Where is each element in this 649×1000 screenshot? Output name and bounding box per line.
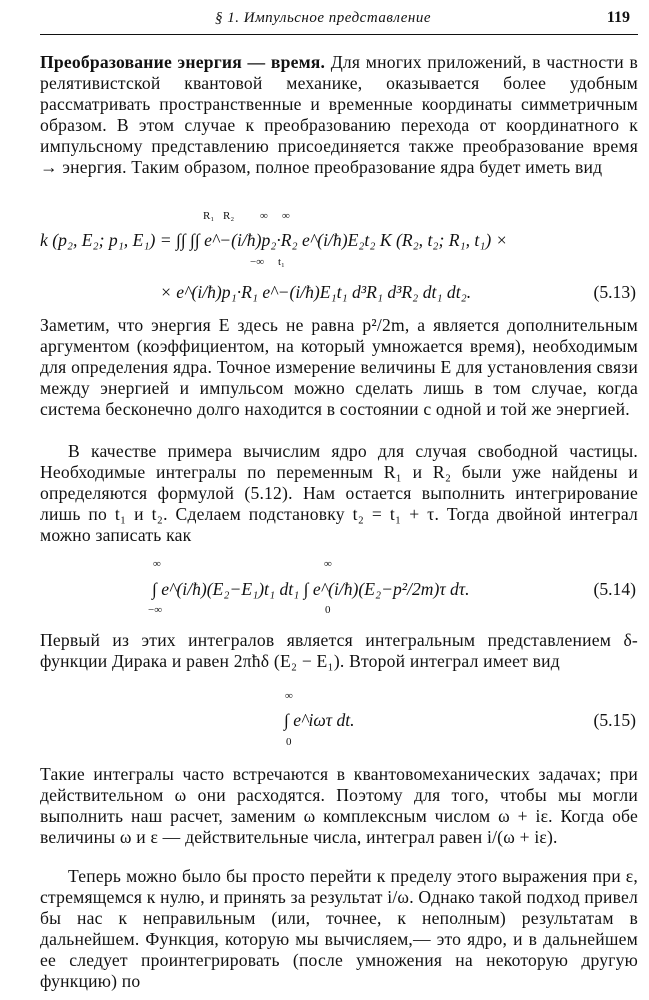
equation-5-13-text: k (p₂, E₂; p₁, E₁) = ∫∫ ∫∫ e^−(i/ħ)p₂·R₂ e^(i/ħ)E₂t₂ K (R₂, t₂; R₁, t₁) × <box>40 230 508 250</box>
equation-5-14 <box>40 558 638 622</box>
limit-r2: R₂ <box>223 210 235 222</box>
limit-minus-inf: −∞ <box>250 256 265 268</box>
paragraph-1-text: Для многих приложений, в частности в релятивистской квантовой механике, оказывается более удобным рассматривать пространственные и временные координаты симметричным образом. В этом случае к преобразованию перехода от координатного к импульсному представлению присоединяется также преобразование время → энергия. Таким образом, полное преобразование ядра будет иметь вид <box>40 52 638 177</box>
limit-zero: 0 <box>325 604 331 616</box>
equation-5-15-text: ∫ e^iωτ dt. <box>284 710 355 730</box>
limit-inf-3: ∞ <box>153 558 161 570</box>
equation-5-13-line-1 <box>40 210 638 282</box>
limit-inf-4: ∞ <box>324 558 332 570</box>
equation-number-5-15: (5.15) <box>593 710 636 730</box>
equation-5-13-text-2: × e^(i/ħ)p₁·R₁ e^−(i/ħ)E₁t₁ d³R₁ d³R₂ dt₁ dt₂. <box>160 282 472 302</box>
limit-inf-1: ∞ <box>260 210 268 222</box>
limit-inf-5: ∞ <box>285 690 293 702</box>
equation-number-5-13: (5.13) <box>593 282 636 302</box>
paragraph-5: Такие интегралы часто встречаются в квантовомеханических задачах; при действительном ω они расходятся. Поэтому для того, чтобы мы могли выполнить наш расчет, заменим ω комплексным числом ω + iε. Когда обе величины ω и ε — действительные числа, интеграл равен i/(ω + iε). <box>40 764 638 847</box>
equation-number-5-14: (5.14) <box>593 579 636 599</box>
limit-r1: R₁ <box>203 210 215 222</box>
header-rule <box>40 34 638 35</box>
limit-t1: t₁ <box>278 256 285 268</box>
paragraph-1 <box>40 52 638 178</box>
equation-5-13-line-2 <box>40 282 638 306</box>
paragraph-2: Заметим, что энергия E здесь не равна p²/2m, а является дополнительным аргументом (коэффициентом, на который умножается время), необходимым для определения ядра. Точное измерение величины E для установления связи между энергией и импульсом можно сделать лишь в том случае, когда система бесконечно долго находится в состоянии с одной и той же энергией. <box>40 315 638 419</box>
page-number: 119 <box>606 9 630 26</box>
paragraph-6: Теперь можно было бы просто перейти к пределу этого выражения при ε, стремящемся к нулю, и принять за результат i/ω. Однако такой подход привел бы нас к неправильным (или, точнее, к неполным) результатам в дальнейшем. Функция, которую мы вычисляем,— это ядро, и в дальнейшем ее следует проинтегрировать (после умножения на некоторую другую функцию) по <box>40 866 638 991</box>
limit-minus-inf-2: −∞ <box>148 604 163 616</box>
running-head: § 1. Импульсное представление <box>215 10 432 26</box>
section-lead: Преобразование энергия — время. <box>40 52 326 72</box>
paragraph-4: Первый из этих интегралов является интегральным представлением δ-функции Дирака и равен 2πħδ (E₂ − E₁). Второй интеграл имеет вид <box>40 630 638 671</box>
page-header <box>40 8 640 34</box>
limit-inf-2: ∞ <box>282 210 290 222</box>
equation-5-15 <box>40 690 638 750</box>
paragraph-3: В качестве примера вычислим ядро для случая свободной частицы. Необходимые интегралы по переменным R₁ и R₂ были уже найдены и определяются формулой (5.12). Нам остается выполнить интегрирование лишь по t₁ и t₂. Сделаем подстановку t₂ = t₁ + τ. Тогда двойной интеграл можно записать как <box>40 441 638 545</box>
limit-zero-2: 0 <box>286 736 292 748</box>
equation-5-14-text: ∫ e^(i/ħ)(E₂−E₁)t₁ dt₁ ∫ e^(i/ħ)(E₂−p²/2m)τ dτ. <box>152 579 470 599</box>
